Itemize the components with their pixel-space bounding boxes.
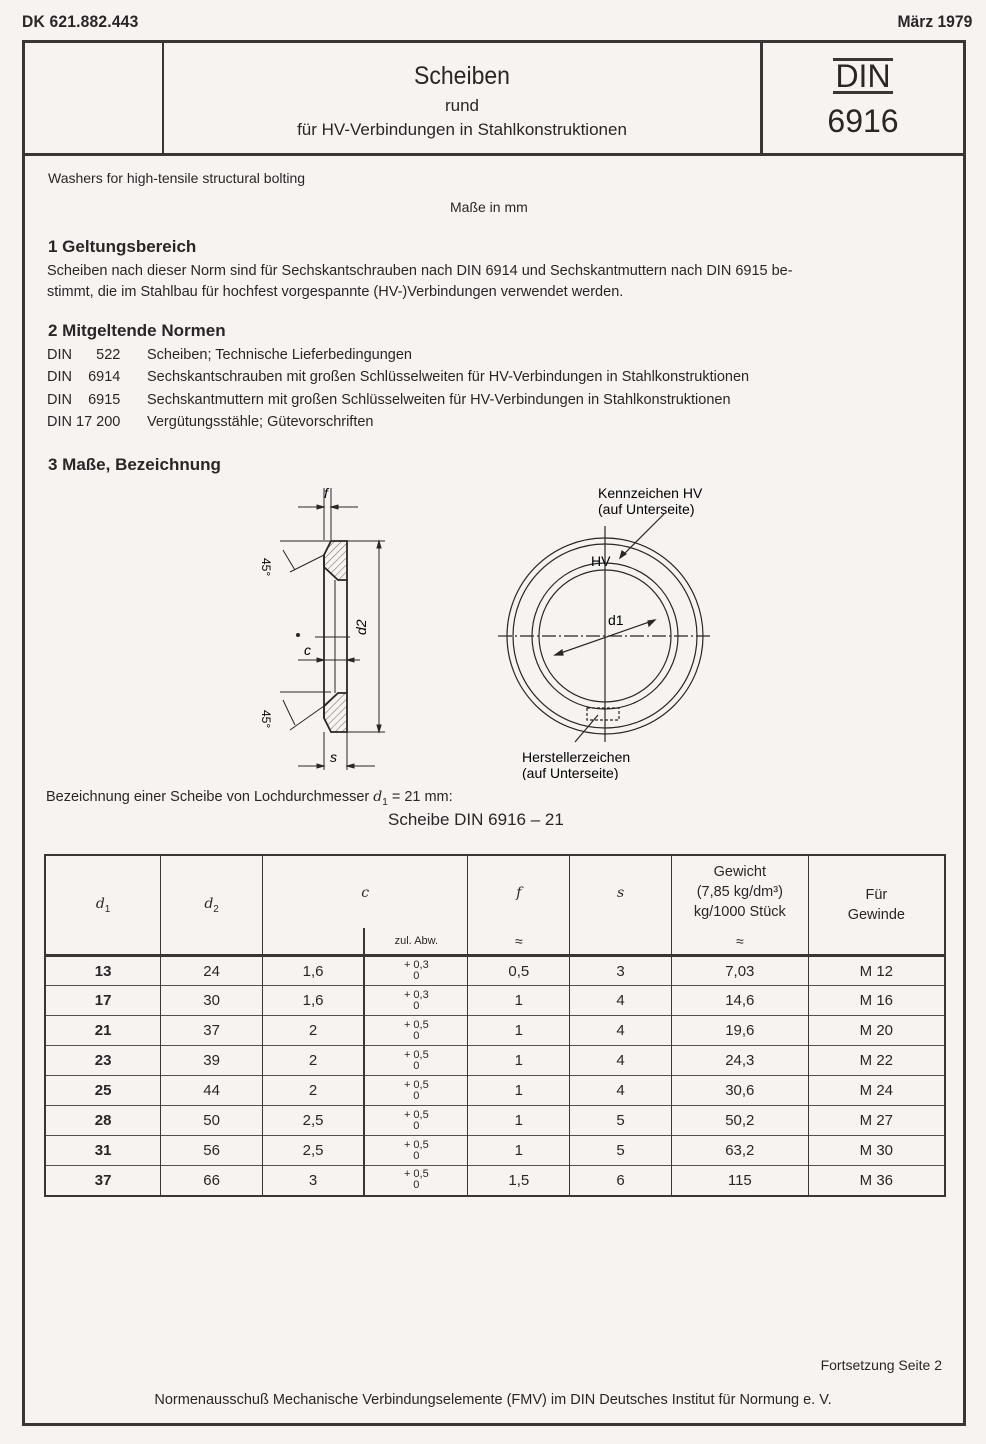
- cell-c: 2: [262, 1046, 364, 1076]
- cell-d2: 44: [161, 1076, 263, 1106]
- tolerance-lower: 0: [413, 1059, 420, 1072]
- cell-c-tolerance: [364, 1046, 468, 1076]
- cell-f: 1: [468, 1076, 570, 1106]
- cell-thread: M 36: [808, 1166, 945, 1196]
- designation-example: Scheibe DIN 6916 – 21: [388, 810, 564, 829]
- cell-d2: 56: [161, 1136, 263, 1166]
- designation-intro: [46, 789, 453, 808]
- din-number: 6916: [827, 103, 899, 139]
- col-d2: $d_2$: [161, 855, 263, 956]
- label-d1: d1: [608, 612, 624, 628]
- dk-number: DK 621.882.443: [22, 12, 139, 31]
- norm-title: Sechskantmuttern mit großen Schlüsselweiten für HV-Verbindungen in Stahlkonstruktionen: [147, 392, 731, 408]
- cell-d1: 28: [45, 1106, 161, 1136]
- tolerance-upper: + 0,5: [403, 1078, 429, 1091]
- cell-s: 6: [570, 1166, 672, 1196]
- tolerance-lower: 0: [413, 1179, 420, 1192]
- cell-d2: 30: [161, 986, 263, 1016]
- cell-s: 5: [570, 1136, 672, 1166]
- table-row: [45, 1106, 945, 1136]
- document-subtitle-2: für HV-Verbindungen in Stahlkonstruktionen: [297, 120, 627, 139]
- cell-c-tolerance: [364, 986, 468, 1016]
- label-angle-bottom: 45°: [259, 710, 273, 729]
- units-note: Maße in mm: [450, 199, 528, 215]
- norm-item: [47, 347, 412, 363]
- cell-c: 2: [262, 1016, 364, 1046]
- cell-f: 1: [468, 1046, 570, 1076]
- cell-c: 2,5: [262, 1106, 364, 1136]
- cell-f: 1: [468, 1106, 570, 1136]
- section-1-heading: 1 Geltungsbereich: [48, 237, 197, 256]
- cell-d1: 21: [45, 1016, 161, 1046]
- norm-ref: DIN 522: [47, 347, 121, 363]
- washer-plan-drawing: [490, 480, 730, 780]
- cell-thread: M 27: [808, 1106, 945, 1136]
- label-angle-top: 45°: [259, 558, 273, 577]
- continuation-note: Fortsetzung Seite 2: [820, 1357, 942, 1373]
- cell-weight: 24,3: [671, 1046, 808, 1076]
- tolerance-upper: + 0,3: [403, 959, 429, 971]
- cell-d2: 50: [161, 1106, 263, 1136]
- din-label: DIN: [835, 58, 891, 94]
- norm-item: [47, 392, 731, 408]
- col-c-value: [262, 928, 364, 956]
- cell-d1: 23: [45, 1046, 161, 1076]
- cell-d1: 25: [45, 1076, 161, 1106]
- cell-c: 3: [262, 1166, 364, 1196]
- cell-f: 1,5: [468, 1166, 570, 1196]
- cell-f: 1: [468, 1016, 570, 1046]
- hv-mark-label-1: Kennzeichen HV: [598, 485, 703, 501]
- norm-item: [47, 369, 749, 385]
- cell-c: 2,5: [262, 1136, 364, 1166]
- tolerance-lower: 0: [413, 999, 420, 1012]
- tolerance-upper: + 0,5: [403, 1108, 429, 1121]
- norm-title: Scheiben; Technische Lieferbedingungen: [147, 347, 412, 363]
- cell-thread: M 24: [808, 1076, 945, 1106]
- col-c: c: [262, 855, 468, 928]
- cell-f: 1: [468, 986, 570, 1016]
- norm-title: Sechskantschrauben mit großen Schlüsselweiten für HV-Verbindungen in Stahlkonstruktionen: [147, 369, 750, 385]
- cell-c: 1,6: [262, 986, 364, 1016]
- cell-thread: M 12: [808, 956, 945, 986]
- table-row: [45, 1046, 945, 1076]
- designation-symbol: d: [373, 789, 383, 805]
- cell-d1: 17: [45, 986, 161, 1016]
- col-s: s: [570, 855, 672, 928]
- tolerance-upper: + 0,3: [403, 988, 429, 1001]
- cell-thread: M 20: [808, 1016, 945, 1046]
- norm-ref: DIN 6914: [47, 369, 121, 385]
- label-d2: d2: [353, 619, 369, 635]
- cell-weight: 19,6: [671, 1016, 808, 1046]
- designation-value: = 21 mm:: [387, 789, 453, 805]
- cell-thread: M 16: [808, 986, 945, 1016]
- col-f-approx: ≈: [468, 928, 570, 956]
- section-1-line-2: stimmt, die im Stahlbau für hochfest vorgespannte (HV-)Verbindungen verwendet werden.: [47, 284, 624, 300]
- cell-weight: 63,2: [671, 1136, 808, 1166]
- tolerance-lower: 0: [413, 1089, 420, 1102]
- cell-s: 4: [570, 1076, 672, 1106]
- maker-mark-label-2: (auf Unterseite): [522, 765, 619, 780]
- table-row: [45, 1166, 945, 1196]
- col-d1: $d_1$: [45, 855, 161, 956]
- cell-s: 4: [570, 1046, 672, 1076]
- cell-thread: M 22: [808, 1046, 945, 1076]
- dimensions-table: [44, 854, 946, 1197]
- designation-intro-text: Bezeichnung einer Scheibe von Lochdurchmesser: [46, 789, 370, 805]
- norm-ref: DIN 17 200: [47, 414, 121, 430]
- washer-section-drawing: [240, 480, 420, 770]
- col-weight: Gewicht (7,85 kg/dm³) kg/1000 Stück: [671, 855, 808, 928]
- table-row: [45, 1076, 945, 1106]
- cell-d2: 37: [161, 1016, 263, 1046]
- cell-c-tolerance: [364, 1166, 468, 1196]
- cell-d2: 39: [161, 1046, 263, 1076]
- section-1-line-1: Scheiben nach dieser Norm sind für Sechskantschrauben nach DIN 6914 und Sechskantmuttern nach DIN 6915 be-: [47, 263, 793, 279]
- cell-weight: 14,6: [671, 986, 808, 1016]
- cell-c-tolerance: [364, 1076, 468, 1106]
- tolerance-upper: + 0,5: [403, 1168, 429, 1181]
- cell-d2: 66: [161, 1166, 263, 1196]
- cell-c-tolerance: [364, 1136, 468, 1166]
- designation-subscript: 1: [382, 796, 388, 808]
- cell-s: 4: [570, 1016, 672, 1046]
- table-row: [45, 1136, 945, 1166]
- cell-thread: M 30: [808, 1136, 945, 1166]
- col-thread: Für Gewinde: [808, 855, 945, 956]
- cell-s: 3: [570, 956, 672, 986]
- tolerance-upper: + 0,5: [403, 1048, 429, 1061]
- section-3-heading: 3 Maße, Bezeichnung: [48, 455, 221, 474]
- tolerance-lower: 0: [413, 1119, 420, 1132]
- cell-d1: 31: [45, 1136, 161, 1166]
- document-title: Scheiben: [414, 62, 510, 90]
- tolerance-lower: 0: [413, 1029, 420, 1042]
- col-f: f: [468, 855, 570, 928]
- section-2-heading: 2 Mitgeltende Normen: [48, 321, 226, 340]
- cell-c-tolerance: [364, 1106, 468, 1136]
- cell-c-tolerance: [364, 956, 468, 986]
- norm-ref: DIN 6915: [47, 392, 121, 408]
- col-c-tolerance: zul. Abw.: [364, 928, 468, 956]
- cell-weight: 115: [671, 1166, 808, 1196]
- tolerance-lower: 0: [413, 970, 420, 982]
- cell-f: 1: [468, 1136, 570, 1166]
- issue-date: März 1979: [897, 12, 972, 31]
- cell-weight: 7,03: [671, 956, 808, 986]
- document-subtitle: rund: [444, 96, 480, 115]
- cell-c: 1,6: [262, 956, 364, 986]
- tolerance-lower: 0: [413, 1149, 420, 1162]
- maker-mark-label-1: Herstellerzeichen: [522, 749, 631, 765]
- cell-weight: 30,6: [671, 1076, 808, 1106]
- cell-weight: 50,2: [671, 1106, 808, 1136]
- tolerance-upper: + 0,5: [403, 1138, 429, 1151]
- organization-line: Normenausschuß Mechanische Verbindungselemente (FMV) im DIN Deutsches Institut für Normung e. V.: [154, 1392, 832, 1408]
- norm-item: [47, 414, 374, 430]
- cell-d1: 37: [45, 1166, 161, 1196]
- label-c: c: [304, 642, 311, 658]
- din-logo: [763, 58, 963, 95]
- cell-s: 5: [570, 1106, 672, 1136]
- cell-s: 4: [570, 986, 672, 1016]
- tolerance-upper: + 0,5: [403, 1018, 429, 1031]
- label-s: s: [330, 749, 337, 765]
- table-row: [45, 956, 945, 986]
- cell-c: 2: [262, 1076, 364, 1106]
- hv-mark-label-2: (auf Unterseite): [598, 501, 695, 517]
- cell-d1: 13: [45, 956, 161, 986]
- cell-c-tolerance: [364, 1016, 468, 1046]
- english-title: Washers for high-tensile structural bolting: [48, 170, 306, 186]
- table-row: [45, 986, 945, 1016]
- col-s-sub: [570, 928, 672, 956]
- cell-f: 0,5: [468, 956, 570, 986]
- col-weight-approx: ≈: [671, 928, 808, 956]
- cell-d2: 24: [161, 956, 263, 986]
- table-row: [45, 1016, 945, 1046]
- label-hv: HV: [591, 553, 611, 569]
- norm-title: Vergütungsstähle; Gütevorschriften: [147, 414, 374, 430]
- label-f: f: [324, 485, 328, 501]
